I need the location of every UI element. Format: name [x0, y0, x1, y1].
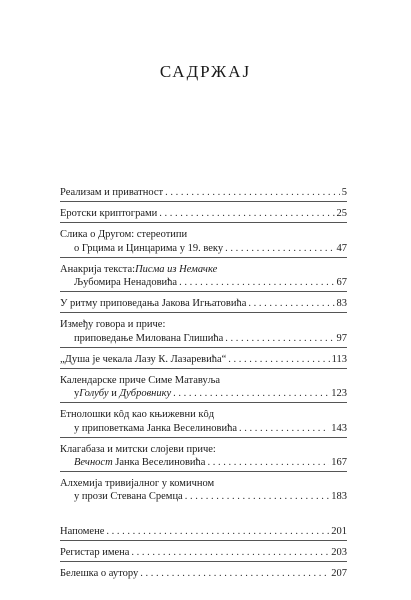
toc-entry-erotski[interactable] [60, 207, 347, 223]
toc-entry-page: 143 [331, 422, 347, 434]
toc-entry-dusa[interactable] [60, 353, 347, 369]
toc-entry-page: 47 [336, 242, 347, 254]
toc-entry-slika[interactable] [60, 228, 347, 257]
toc-entry-napomene[interactable] [60, 525, 347, 541]
toc-entry-title: Еротски криптограми [60, 208, 158, 220]
toc-entry-beleska[interactable] [60, 567, 347, 582]
toc-entry-page: 183 [331, 491, 347, 503]
toc-entry-ritam[interactable] [60, 297, 347, 313]
toc-entry-etnoloski[interactable] [60, 408, 347, 437]
toc-entry-page: 5 [341, 187, 347, 198]
toc-entry-title-line2: у приповеткама Јанка Веселиновића [74, 422, 238, 434]
section-gap [60, 511, 347, 525]
toc-entry-title-line2: приповедање Милована Глишића [74, 332, 224, 344]
table-of-contents [60, 186, 347, 587]
toc-entry-title: Регистар имена [60, 546, 130, 558]
toc-entry-kalendarske[interactable] [60, 374, 347, 403]
toc-entry-title-italic: Писма из Немачке [135, 263, 218, 275]
toc-entry-title-line1: Клагабаза и митски слојеви приче: [60, 443, 216, 455]
toc-entry-page: 203 [331, 546, 347, 558]
toc-entry-page: 207 [331, 568, 347, 580]
leader-dots [106, 525, 329, 538]
toc-entry-title: Белешка о аутору [60, 568, 139, 580]
toc-entry-title-part: у [74, 388, 80, 400]
leader-dots [225, 332, 334, 345]
toc-entry-title: Реализам и приватност [60, 187, 164, 198]
toc-entry-title-line2: о Грцима и Цинцарима у 19. веку [74, 242, 224, 254]
toc-entry-title: Напомене [60, 525, 105, 537]
toc-entry-alhemija[interactable] [60, 477, 347, 505]
toc-entry-anakrija[interactable] [60, 263, 347, 292]
leader-dots [173, 387, 329, 400]
toc-entry-realizam[interactable] [60, 186, 347, 202]
toc-entry-title-line1: Календарске приче Симе Матавуља [60, 375, 221, 387]
toc-entry-registar[interactable] [60, 546, 347, 562]
leader-dots [131, 546, 329, 559]
toc-entry-page: 97 [336, 332, 347, 344]
toc-entry-page: 113 [331, 353, 347, 365]
leader-dots [239, 422, 329, 435]
toc-entry-izmedju[interactable] [60, 318, 347, 347]
toc-entry-title-italic: Голубу [79, 388, 109, 400]
toc-entry-title: „Душа је чекала Лазу К. Лазаревића“ [60, 353, 227, 365]
leader-dots [179, 276, 334, 289]
toc-entry-title-line1: Слика о Другом: стереотипи [60, 229, 188, 241]
toc-entry-page: 25 [336, 208, 347, 220]
toc-entry-page: 83 [336, 298, 347, 310]
toc-entry-title-italic: Вечност [74, 457, 113, 469]
toc-entry-page: 123 [331, 388, 347, 400]
leader-dots [185, 490, 330, 503]
toc-entry-title-line2: у прози Стевана Сремца [74, 491, 183, 503]
toc-entry-page: 201 [331, 525, 347, 537]
toc-entry-title-italic: Дубровнику [119, 388, 172, 400]
leader-dots [225, 242, 334, 255]
toc-entry-title-line1: Између говора и приче: [60, 319, 166, 331]
toc-entry-title: У ритму приповедања Јакова Игњатовића [60, 298, 247, 310]
page-title: САДРЖАЈ [159, 62, 252, 81]
toc-entry-klagabaza[interactable] [60, 443, 347, 472]
toc-entry-title-line1: Етнолошки кôд као књижевни кôд [60, 409, 215, 421]
toc-entry-title-line2: Љубомира Ненадовића [74, 277, 178, 289]
toc-entry-page: 67 [336, 277, 347, 289]
toc-entry-title-line1: Алхемија тривијалног у комичном [60, 478, 215, 490]
toc-entry-page: 167 [331, 457, 347, 469]
leader-dots [165, 186, 340, 199]
leader-dots [140, 567, 329, 580]
leader-dots [159, 207, 334, 220]
toc-entry-title-part: и [108, 388, 120, 400]
leader-dots [207, 456, 329, 469]
toc-entry-title-part: Јанка Веселиновића [112, 457, 206, 469]
leader-dots [228, 353, 329, 366]
toc-entry-title-line1: Анакрија текста: [60, 263, 136, 275]
leader-dots [248, 297, 334, 310]
